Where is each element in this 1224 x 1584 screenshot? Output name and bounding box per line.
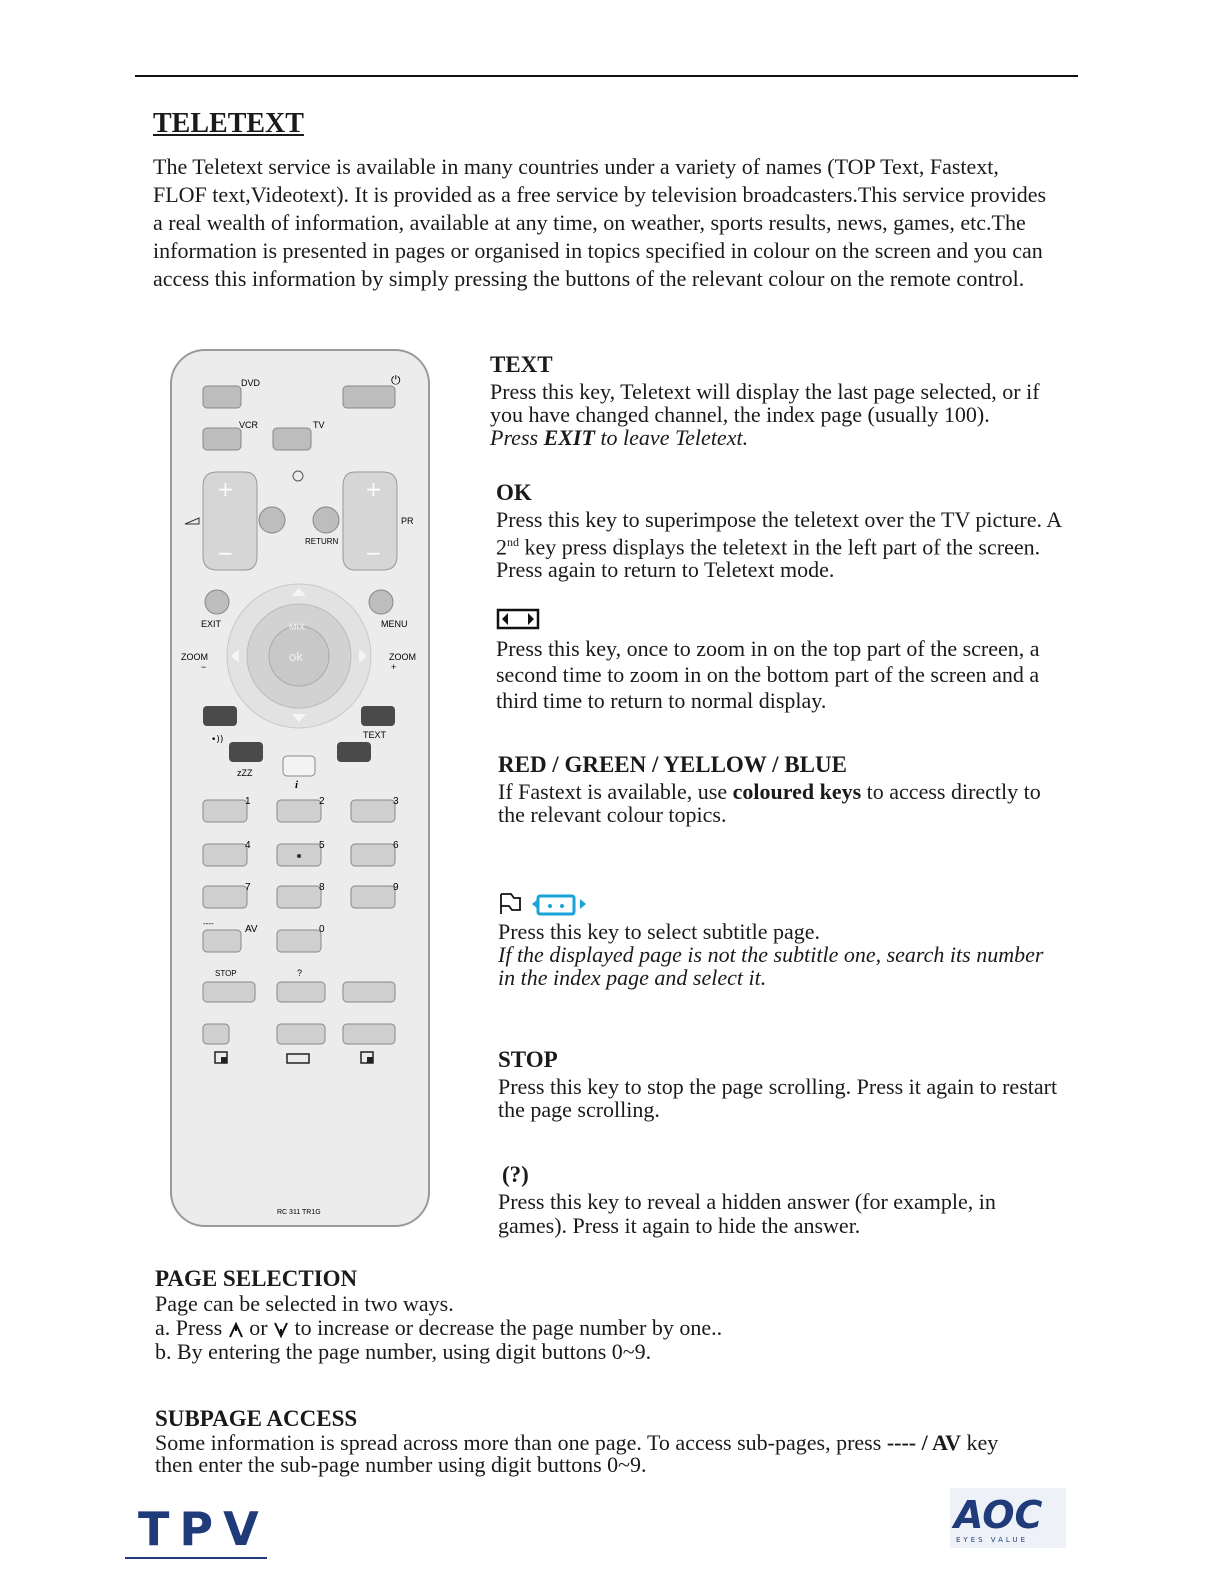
mute-button: [259, 507, 285, 533]
svg-text:RC 311 TR1G: RC 311 TR1G: [277, 1209, 321, 1216]
top-rule: [135, 75, 1078, 77]
subpage-button: [203, 1024, 229, 1044]
svg-text:6: 6: [393, 840, 399, 851]
section-text: [490, 352, 1070, 449]
svg-text:7: 7: [245, 882, 251, 893]
svg-text:zZZ: zZZ: [237, 768, 253, 778]
svg-text:RETURN: RETURN: [305, 537, 339, 546]
svg-text:ZOOM: ZOOM: [181, 652, 208, 662]
svg-text:i: i: [295, 779, 299, 791]
svg-text:STOP: STOP: [215, 969, 237, 978]
svg-text:?: ?: [297, 968, 303, 978]
page-title: TELETEXT: [153, 108, 304, 139]
svg-text:•)): •)): [211, 735, 224, 745]
reveal-button: [277, 982, 325, 1002]
svg-text:+: +: [391, 662, 397, 672]
svg-text:EXIT: EXIT: [201, 619, 222, 629]
svg-text:+: +: [217, 477, 234, 501]
section-line: Page can be selected in two ways.: [155, 1291, 454, 1316]
subtitle-icon: [498, 890, 588, 918]
section-reveal: [498, 1162, 1058, 1238]
section-line: a. Press or to increase or decrease the page number by one..: [155, 1315, 723, 1340]
sound-button: [203, 706, 237, 726]
section-body: Press this key to select subtitle page.: [498, 919, 820, 944]
svg-text:VCR: VCR: [239, 420, 259, 430]
section-body: If Fastext is available, use coloured keys to access directly to the relevant colour topics.: [498, 779, 1041, 827]
svg-text:8: 8: [319, 882, 325, 893]
svg-text:5: 5: [319, 840, 325, 851]
intro-paragraph: The Teletext service is available in many countries under a variety of names (TOP Text, Fastext, FLOF text,Videotext). It is provided as a free service by television broadcasters.This service provides a real wealth of information, available at any time, on weather, sports results, news, games, etc.The information is presented in pages or organised in topics specified in colour on the screen and you can access this information by simply pressing the buttons of the relevant colour on the remote control.: [153, 154, 1047, 291]
section-body: Press this key to superimpose the teletext over the TV picture. A 2nd key press displays the teletext in the left part of the screen. Press again to return to Teletext mode.: [496, 507, 1061, 583]
section-body: Press this key, once to zoom in on the top part of the screen, a second time to zoom in on the bottom part of the screen and a third time to return to normal display.: [496, 636, 1040, 713]
svg-text:ok: ok: [289, 649, 303, 664]
subpage-access-section: [155, 1406, 1035, 1476]
stop-button: [203, 982, 255, 1002]
power-icon: ⏻: [391, 373, 401, 387]
svg-text:−: −: [201, 662, 207, 672]
svg-text:EYES VALUE: EYES VALUE: [956, 1536, 1029, 1544]
section-body: Press this key, Teletext will display the last page selected, or if you have changed channel, the index page (usually 100).: [490, 379, 1040, 427]
svg-text:AOC: AOC: [954, 1493, 1043, 1537]
svg-text:0: 0: [319, 924, 325, 935]
page-selection-section: [155, 1266, 1055, 1364]
section-heading: STOP: [498, 1047, 558, 1072]
section-colour-keys: [498, 752, 1058, 826]
zoom-button: [277, 1024, 325, 1044]
section-body: Press this key to reveal a hidden answer (for example, in games). Press it again to hide the answer.: [498, 1189, 996, 1238]
section-heading: (?): [502, 1162, 529, 1187]
text-button: [361, 706, 395, 726]
svg-text:MIX: MIX: [289, 622, 306, 632]
svg-text:ZOOM: ZOOM: [389, 652, 416, 662]
menu-button: [369, 590, 393, 614]
tpv-logo: TPV: [138, 1502, 269, 1556]
return-button: [313, 507, 339, 533]
svg-text:TEXT: TEXT: [363, 730, 387, 740]
section-heading: OK: [496, 480, 532, 505]
sleep-button: [229, 742, 263, 762]
section-heading: SUBPAGE ACCESS: [155, 1406, 358, 1431]
svg-text:AV: AV: [245, 924, 258, 935]
aoc-logo: [950, 1488, 1066, 1548]
svg-text:DVD: DVD: [241, 378, 261, 388]
section-zoom: [496, 608, 1056, 714]
section-heading: RED / GREEN / YELLOW / BLUE: [498, 752, 847, 777]
section-note: If the displayed page is not the subtitle one, search its number in the index page and select it.: [498, 942, 1044, 990]
tv-button: [273, 428, 311, 450]
page-button: [337, 742, 371, 762]
page-up-icon: [228, 1321, 244, 1339]
svg-text:1: 1: [245, 796, 251, 807]
svg-text:2: 2: [319, 796, 325, 807]
subtitle-button: [343, 982, 395, 1002]
svg-text:3: 3: [393, 796, 399, 807]
svg-text:−: −: [365, 541, 382, 565]
svg-text:−: −: [217, 541, 234, 565]
exit-button: [205, 590, 229, 614]
section-subtitle: [498, 890, 1058, 989]
section-ok: [496, 480, 1071, 581]
hold-button: [343, 1024, 395, 1044]
svg-text:TV: TV: [313, 420, 325, 430]
svg-text:----: ----: [203, 919, 214, 928]
section-body: Some information is spread across more than one page. To access sub-pages, press ---- / AV key then enter the sub-page number using digit buttons 0~9.: [155, 1430, 999, 1477]
svg-text:+: +: [365, 477, 382, 501]
section-body: Press this key to stop the page scrolling. Press it again to restart the page scrolling.: [498, 1074, 1058, 1122]
power-button: [343, 386, 395, 408]
svg-text:PR: PR: [401, 516, 414, 526]
zoom-icon: [496, 608, 542, 630]
info-button: [283, 756, 315, 776]
svg-text:4: 4: [245, 840, 251, 851]
dvd-button: [203, 386, 241, 408]
tpv-underline: [125, 1557, 267, 1559]
section-heading: TEXT: [490, 352, 553, 377]
section-stop: [498, 1047, 1058, 1121]
remote-control-illustration: [165, 348, 435, 1232]
svg-text:9: 9: [393, 882, 399, 893]
vcr-button: [203, 428, 241, 450]
page-down-icon: [273, 1321, 289, 1339]
section-heading: PAGE SELECTION: [155, 1266, 358, 1291]
section-note: Press EXIT to leave Teletext.: [490, 425, 749, 450]
svg-text:MENU: MENU: [381, 619, 408, 629]
section-line: b. By entering the page number, using digit buttons 0~9.: [155, 1339, 652, 1364]
